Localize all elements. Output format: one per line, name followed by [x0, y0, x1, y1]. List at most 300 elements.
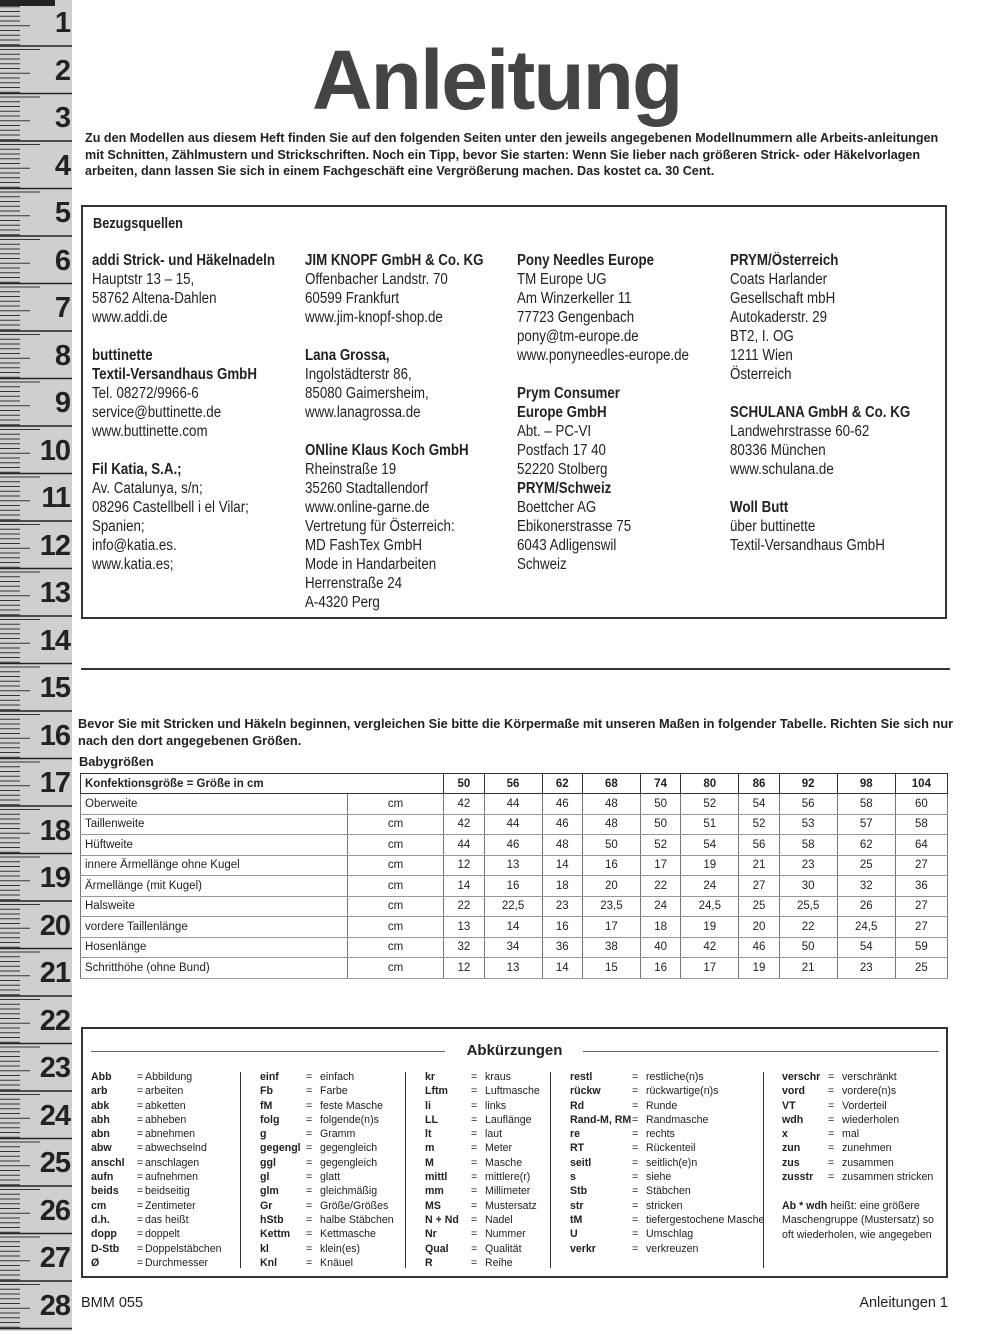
ruler-number: 16	[39, 719, 70, 752]
source-name: JIM KNOPF GmbH & Co. KG	[305, 252, 484, 269]
table-cell: 20	[582, 876, 640, 897]
abbr-key: folg	[260, 1113, 280, 1126]
column-separator	[763, 1072, 764, 1268]
source-name: Prym Consumer	[517, 385, 620, 402]
abbr-key: Rand-M, RM	[570, 1113, 632, 1126]
size-column-header: 50	[444, 774, 484, 794]
source-name: Woll Butt	[730, 499, 789, 516]
abbr-meaning: Kettmasche	[320, 1228, 376, 1241]
abbr-key: einf	[260, 1071, 279, 1083]
source-line: www.online-garne.de	[305, 499, 430, 516]
abbr-equals: =	[632, 1242, 639, 1255]
source-line: über buttinette	[730, 518, 816, 535]
abbr-key: arb	[91, 1085, 108, 1098]
abbr-meaning: restliche(n)s	[646, 1071, 704, 1083]
table-cell: 46	[484, 835, 542, 856]
table-cell: 46	[542, 794, 582, 815]
size-column-header: 104	[895, 774, 947, 794]
source-entry	[730, 403, 960, 479]
abbr-meaning: Lauflänge	[485, 1113, 532, 1126]
abbr-equals: =	[306, 1199, 313, 1212]
source-name: PRYM/Schweiz	[517, 480, 612, 497]
source-line: www.buttinette.com	[92, 423, 208, 440]
table-cell: 40	[640, 937, 680, 958]
source-entry	[305, 346, 535, 422]
abbr-equals: =	[632, 1113, 639, 1126]
abbr-meaning: glatt	[320, 1171, 341, 1184]
source-line: www.katia.es;	[92, 556, 174, 573]
sources-title: Bezugsquellen	[93, 215, 183, 232]
source-name: Europe GmbH	[517, 404, 607, 421]
table-cell: 12	[444, 958, 484, 979]
abbr-key: Qual	[425, 1242, 449, 1255]
abbr-meaning: Durchmesser	[145, 1256, 208, 1269]
source-entry	[730, 251, 960, 384]
table-cell: 13	[444, 917, 484, 938]
abbr-equals: =	[306, 1113, 313, 1126]
table-row	[81, 917, 948, 938]
abbr-key: rückw	[570, 1085, 601, 1098]
source-line: Vertretung für Österreich:	[305, 518, 455, 535]
footer-page-label: Anleitungen 1	[859, 1295, 948, 1311]
abbr-equals: =	[137, 1085, 144, 1098]
abbr-equals: =	[137, 1171, 144, 1184]
abbr-equals: =	[137, 1185, 144, 1198]
abbr-meaning: Meter	[485, 1142, 513, 1155]
abbr-meaning: arbeiten	[145, 1085, 184, 1098]
ruler-number: 10	[39, 434, 70, 467]
source-line: 85080 Gaimersheim,	[305, 385, 429, 402]
table-cell: 27	[895, 917, 947, 938]
source-line: A-4320 Perg	[305, 594, 380, 611]
source-entry	[305, 441, 535, 612]
abbr-key: VT	[782, 1099, 796, 1112]
abbr-meaning: zunehmen	[842, 1142, 892, 1155]
table-row	[81, 855, 948, 876]
table-cell: 36	[542, 937, 582, 958]
ruler-number: 1	[54, 7, 70, 39]
table-cell: 19	[681, 855, 739, 876]
abbr-equals: =	[828, 1113, 835, 1126]
size-column-header: 86	[739, 774, 779, 794]
table-cell: 52	[681, 794, 739, 815]
abbr-key: hStb	[260, 1213, 284, 1226]
abbr-equals: =	[471, 1185, 478, 1198]
abbr-meaning: aufnehmen	[145, 1171, 199, 1184]
source-entry	[92, 346, 322, 441]
abbr-equals: =	[471, 1142, 478, 1155]
ruler-number: 2	[54, 54, 70, 87]
abbr-equals: =	[306, 1242, 313, 1255]
measure-label: Taillenweite	[81, 814, 348, 835]
table-cell: 14	[444, 876, 484, 897]
abbr-meaning: verkreuzen	[646, 1242, 699, 1255]
abbr-key: dopp	[91, 1228, 117, 1241]
unit-cell: cm	[348, 794, 444, 815]
abbr-meaning: Knäuel	[320, 1256, 353, 1269]
size-column-header: 62	[542, 774, 582, 794]
abbr-key: restl	[570, 1071, 593, 1083]
table-cell: 27	[895, 896, 947, 917]
abbr-key: mm	[425, 1185, 444, 1198]
sources-column	[305, 251, 535, 631]
abbr-meaning: einfach	[320, 1071, 355, 1083]
abbr-key: g	[260, 1128, 267, 1141]
abbr-meaning: laut	[485, 1128, 503, 1141]
table-cell: 46	[739, 937, 779, 958]
abbr-meaning: tiefergestochene Masche	[646, 1213, 765, 1226]
abbr-key: RT	[570, 1142, 585, 1155]
abbr-meaning: Rückenteil	[646, 1142, 696, 1155]
ruler-number: 4	[54, 149, 70, 182]
abbr-key: U	[570, 1228, 578, 1241]
abbr-equals: =	[828, 1128, 835, 1141]
ruler-number: 7	[54, 292, 70, 324]
source-line: Mode in Handarbeiten	[305, 556, 437, 573]
table-cell: 14	[484, 917, 542, 938]
abbr-equals: =	[632, 1099, 639, 1112]
abbr-note-text: heißt: eine größere	[827, 1200, 920, 1212]
abbr-meaning: Qualität	[485, 1242, 522, 1255]
abbr-key: zus	[782, 1156, 800, 1169]
abbr-key: Kettm	[260, 1228, 291, 1241]
measure-label: Ärmellänge (mit Kugel)	[81, 876, 348, 897]
table-cell: 15	[582, 958, 640, 979]
size-column-header: 92	[779, 774, 837, 794]
source-line: 1211 Wien	[730, 347, 793, 364]
abbr-equals: =	[471, 1171, 478, 1184]
column-separator	[550, 1072, 551, 1268]
abbr-key: Rd	[570, 1099, 585, 1112]
source-line: Offenbacher Landstr. 70	[305, 271, 448, 288]
abbr-equals: =	[137, 1099, 144, 1112]
abbr-equals: =	[471, 1256, 478, 1269]
abbr-equals: =	[306, 1185, 313, 1198]
ruler-number: 18	[39, 814, 70, 847]
abbr-equals: =	[632, 1199, 639, 1212]
abbr-meaning: kraus	[485, 1071, 511, 1083]
table-cell: 25	[739, 896, 779, 917]
table-cell: 46	[542, 814, 582, 835]
table-cell: 42	[444, 814, 484, 835]
table-cell: 22	[640, 876, 680, 897]
unit-cell: cm	[348, 958, 444, 979]
abbr-equals: =	[471, 1113, 478, 1126]
table-cell: 44	[444, 835, 484, 856]
abbr-meaning: Doppelstäbchen	[145, 1242, 222, 1255]
table-cell: 16	[640, 958, 680, 979]
abbr-equals: =	[471, 1128, 478, 1141]
source-line: www.lanagrossa.de	[305, 404, 421, 421]
abbr-meaning: verschränkt	[842, 1071, 897, 1083]
abbr-meaning: rückwartige(n)s	[646, 1085, 719, 1098]
abbr-meaning: zusammen	[842, 1156, 894, 1169]
table-cell: 58	[779, 835, 837, 856]
table-cell: 38	[582, 937, 640, 958]
abbr-meaning: Nadel	[485, 1213, 513, 1226]
abbr-title-rule-right	[583, 1051, 939, 1052]
table-cell: 56	[739, 835, 779, 856]
unit-cell: cm	[348, 896, 444, 917]
abbr-equals: =	[828, 1171, 835, 1184]
ruler-number: 12	[39, 529, 70, 562]
table-cell: 25,5	[779, 896, 837, 917]
source-line: MD FashTex GmbH	[305, 537, 423, 554]
abbr-key: gegengl	[260, 1142, 301, 1155]
ruler-number: 17	[39, 767, 70, 799]
sources-box	[81, 205, 947, 619]
ruler-number: 23	[39, 1052, 70, 1084]
table-cell: 42	[444, 794, 484, 815]
abbr-equals: =	[306, 1085, 313, 1098]
table-row	[81, 814, 948, 835]
source-entry	[517, 251, 747, 365]
source-name: ONline Klaus Koch GmbH	[305, 442, 469, 459]
abbr-meaning: folgende(n)s	[320, 1113, 379, 1126]
table-cell: 48	[582, 814, 640, 835]
abbr-equals: =	[137, 1071, 144, 1083]
measure-label: Oberweite	[81, 794, 348, 815]
table-cell: 48	[542, 835, 582, 856]
abbr-key: li	[425, 1099, 431, 1112]
table-cell: 26	[837, 896, 895, 917]
table-cell: 23	[837, 958, 895, 979]
abbr-equals: =	[471, 1099, 478, 1112]
abbr-equals: =	[632, 1085, 639, 1098]
source-line: www.schulana.de	[730, 461, 834, 478]
abbr-equals: =	[137, 1213, 144, 1226]
table-cell: 19	[681, 917, 739, 938]
ruler-number: 25	[39, 1147, 70, 1179]
source-line: 6043 Adligenswil	[517, 537, 617, 554]
abbr-key: N + Nd	[425, 1213, 459, 1226]
size-column-header: 74	[640, 774, 680, 794]
abbr-key: Gr	[260, 1199, 273, 1212]
source-line: Textil-Versandhaus GmbH	[730, 537, 885, 554]
measure-label: innere Ärmellänge ohne Kugel	[81, 855, 348, 876]
abbr-meaning: zusammen stricken	[842, 1171, 934, 1184]
source-line: www.ponyneedles-europe.de	[517, 347, 689, 364]
abbr-key: Fb	[260, 1085, 273, 1098]
unit-cell: cm	[348, 937, 444, 958]
source-line: 58762 Altena-Dahlen	[92, 290, 217, 307]
size-table-body	[81, 794, 948, 979]
ruler-number: 22	[39, 1004, 70, 1037]
size-column-header: 80	[681, 774, 739, 794]
table-cell: 14	[542, 958, 582, 979]
intro-text: Zu den Modellen aus diesem Heft finden Sie auf den folgenden Seiten unter den jeweils angegebenen Modellnummern alle Arbeits-anleitungen mit Schnitten, Zählmustern und Strickschriften. Noch ein Tipp, bevor Sie starten: Wenn Sie lieber nach größeren Strick- oder Häkelvorlagen arbeiten, dann lassen Sie sich in einem Fachgeschäft eine Vergrößerung machen. Das kostet ca. 30 Cent.	[85, 131, 939, 178]
abbr-equals: =	[306, 1156, 313, 1169]
abbr-equals: =	[306, 1256, 313, 1269]
abbr-key: abn	[91, 1128, 110, 1141]
abbr-key: M	[425, 1156, 434, 1169]
abbr-key: m	[425, 1142, 435, 1155]
abbr-meaning: Stäbchen	[646, 1185, 691, 1198]
abbr-key: d.h.	[91, 1213, 110, 1226]
sources-column	[517, 251, 747, 593]
table-cell: 50	[640, 814, 680, 835]
table-cell: 23	[779, 855, 837, 876]
divider	[81, 668, 950, 670]
table-cell: 17	[640, 855, 680, 876]
abbr-meaning: Randmasche	[646, 1113, 709, 1126]
abbr-meaning: das heißt	[145, 1213, 189, 1226]
abbr-meaning: feste Masche	[320, 1099, 384, 1112]
source-line: www.jim-knopf-shop.de	[305, 309, 443, 326]
abbr-key: verkr	[570, 1242, 596, 1255]
table-cell: 54	[837, 937, 895, 958]
abbr-equals: =	[137, 1128, 144, 1141]
abbr-key: Stb	[570, 1185, 588, 1198]
abbr-equals: =	[306, 1171, 313, 1184]
source-entry	[92, 460, 322, 574]
size-column-header: 56	[484, 774, 542, 794]
table-cell: 22,5	[484, 896, 542, 917]
footer-magazine-code: BMM 055	[81, 1295, 144, 1311]
abbr-equals: =	[828, 1071, 835, 1083]
abbr-equals: =	[632, 1128, 639, 1141]
source-entry	[517, 384, 747, 574]
table-cell: 14	[542, 855, 582, 876]
abbr-key: re	[570, 1128, 581, 1141]
abbr-key: glm	[260, 1185, 279, 1198]
abbr-equals: =	[471, 1199, 478, 1212]
source-line: Abt. – PC-VI	[517, 423, 592, 440]
abbr-key: abh	[91, 1113, 110, 1126]
measure-label: Hüftweite	[81, 835, 348, 856]
source-name: buttinette	[92, 347, 153, 364]
table-cell: 21	[779, 958, 837, 979]
ruler-number: 13	[39, 577, 70, 609]
abbr-equals: =	[137, 1199, 144, 1212]
source-entry	[730, 498, 960, 555]
table-cell: 50	[640, 794, 680, 815]
abbr-key: Knl	[260, 1256, 278, 1269]
abbr-meaning: Gramm	[320, 1128, 356, 1141]
abbr-meaning: siehe	[646, 1171, 672, 1184]
abbr-key: Lftm	[425, 1085, 448, 1098]
abbr-equals: =	[632, 1213, 639, 1226]
abbr-meaning: abketten	[145, 1099, 186, 1112]
abbr-meaning: abwechselnd	[145, 1142, 207, 1155]
abbr-equals: =	[306, 1099, 313, 1112]
table-cell: 16	[542, 917, 582, 938]
table-cell: 24,5	[681, 896, 739, 917]
table-cell: 25	[895, 958, 947, 979]
source-line: Österreich	[730, 366, 792, 383]
abbr-meaning: Abbildung	[145, 1071, 193, 1083]
table-cell: 51	[681, 814, 739, 835]
abbr-note	[782, 1199, 934, 1242]
table-cell: 52	[739, 814, 779, 835]
table-cell: 24	[640, 896, 680, 917]
sources-column	[730, 251, 960, 574]
abbr-equals: =	[632, 1156, 639, 1169]
abbr-equals: =	[306, 1128, 313, 1141]
table-cell: 56	[779, 794, 837, 815]
table-cell: 16	[582, 855, 640, 876]
abbr-key: kl	[260, 1242, 269, 1255]
abbr-key: x	[782, 1128, 788, 1141]
abbr-key: abk	[91, 1099, 110, 1112]
table-row	[81, 937, 948, 958]
abbr-equals: =	[471, 1156, 478, 1169]
source-line: 60599 Frankfurt	[305, 290, 400, 307]
size-table-header	[81, 774, 948, 794]
source-line: info@katia.es.	[92, 537, 177, 554]
abbr-meaning: halbe Stäbchen	[320, 1213, 394, 1226]
source-line: Rheinstraße 19	[305, 461, 397, 478]
ruler-number: 27	[39, 1242, 70, 1274]
source-name: Lana Grossa,	[305, 347, 390, 364]
abbr-meaning: anschlagen	[145, 1156, 200, 1169]
ruler-number: 28	[39, 1289, 70, 1322]
abbr-meaning: gegengleich	[320, 1156, 378, 1169]
abbr-equals: =	[828, 1156, 835, 1169]
table-cell: 62	[837, 835, 895, 856]
abbr-meaning: mal	[842, 1128, 860, 1141]
source-line: Schweiz	[517, 556, 567, 573]
abbr-key: Ø	[91, 1256, 100, 1269]
table-cell: 58	[837, 794, 895, 815]
abbr-meaning: seitlich(e)n	[646, 1156, 698, 1169]
table-cell: 27	[739, 876, 779, 897]
abbr-key: anschl	[91, 1156, 125, 1169]
abbr-key: str	[570, 1199, 584, 1212]
abbr-note-bold: Ab * wdh	[782, 1200, 828, 1212]
source-entry	[305, 251, 535, 327]
source-entry	[92, 251, 322, 327]
table-cell: 13	[484, 958, 542, 979]
ruler-top-cap	[0, 0, 55, 6]
source-line: 08296 Castellbell i el Vilar;	[92, 499, 249, 516]
table-cell: 19	[739, 958, 779, 979]
table-cell: 32	[837, 876, 895, 897]
abbr-meaning: gleichmäßig	[320, 1185, 378, 1198]
ruler-number: 5	[54, 197, 70, 229]
size-column-header: 98	[837, 774, 895, 794]
ruler-number: 24	[39, 1099, 70, 1132]
table-cell: 59	[895, 937, 947, 958]
table-cell: 17	[582, 917, 640, 938]
sources-column	[92, 251, 322, 593]
abbr-equals: =	[306, 1213, 313, 1226]
abbr-key: aufn	[91, 1171, 114, 1184]
ruler-number: 26	[39, 1194, 70, 1227]
abbr-equals: =	[471, 1071, 478, 1083]
source-line: 77723 Gengenbach	[517, 309, 635, 326]
abbr-key: R	[425, 1256, 433, 1269]
abbr-meaning: Umschlag	[646, 1228, 694, 1241]
abbr-equals: =	[471, 1213, 478, 1226]
abbr-equals: =	[632, 1171, 639, 1184]
abbr-key: cm	[91, 1199, 107, 1212]
ruler-number: 19	[39, 862, 70, 894]
source-line: 35260 Stadtallendorf	[305, 480, 429, 497]
ruler-number: 15	[39, 672, 70, 704]
abbr-meaning: Mustersatz	[485, 1199, 537, 1212]
abbr-meaning: Millimeter	[485, 1185, 531, 1198]
abbr-equals: =	[828, 1142, 835, 1155]
table-cell: 54	[681, 835, 739, 856]
abbreviations-title: Abkürzungen	[466, 1042, 563, 1059]
table-cell: 36	[895, 876, 947, 897]
source-name: Textil-Versandhaus GmbH	[92, 366, 257, 383]
abbr-equals: =	[137, 1156, 144, 1169]
table-row	[81, 835, 948, 856]
source-name: PRYM/Österreich	[730, 252, 839, 269]
unit-cell: cm	[348, 917, 444, 938]
